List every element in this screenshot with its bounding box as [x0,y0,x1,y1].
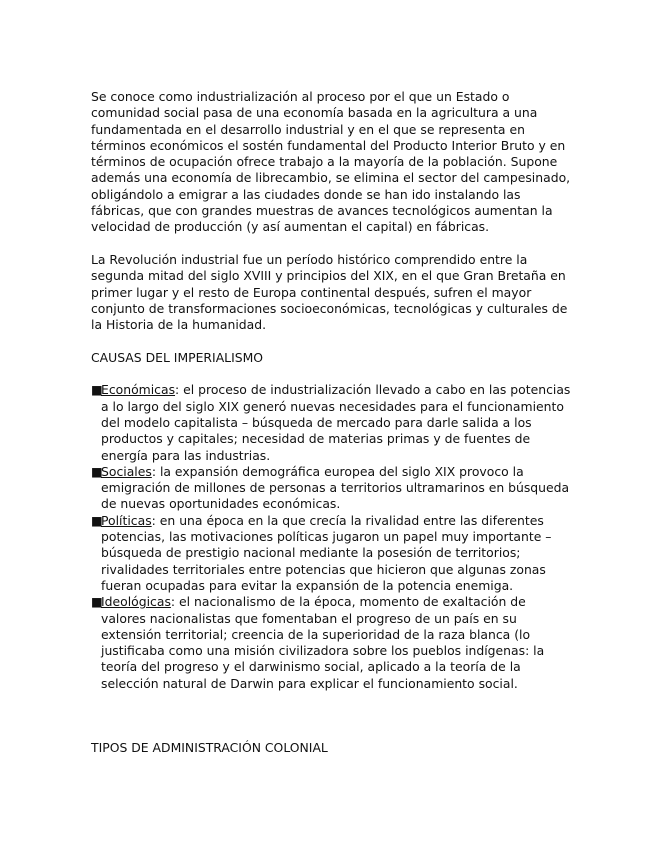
square-bullet-icon: ■ [91,463,103,479]
square-bullet-icon: ■ [91,594,103,610]
cause-text: : la expansión demográfica europea del siglo XIX provoco la emigración de millones de personas a territorios ultramarinos en búsqueda de nuevas oportunidades económicas. [101,463,570,512]
cause-text: : el proceso de industrialización llevado a cabo en las potencias a lo largo del siglo XIX generó nuevas necesidades para el funcionamiento del modelo capitalista – búsqueda de mercado para darle salida a los productos y capitales; necesidad de materias primas y de fuentes de energía para las industrias. [101,382,571,463]
cause-term: Económicas [101,382,176,398]
square-bullet-icon: ■ [91,512,103,528]
square-bullet-icon: ■ [91,382,103,398]
cause-term: Ideológicas [101,594,171,610]
intro-paragraph-revolucion-industrial: La Revolución industrial fue un período histórico comprendido entre la segunda mitad del siglo XVIII y principios del XIX, en el que Gran Bretaña en primer lugar y el resto de Europa continental después, sufren el mayor conjunto de transformaciones socioeconómicas, tecnológicas y culturales de la Historia de la humanidad. [91,251,568,333]
causes-heading: CAUSAS DEL IMPERIALISMO [91,349,264,365]
cause-item-ideologicas [91,594,571,692]
cause-term: Sociales [101,463,152,479]
admin-heading: TIPOS DE ADMINISTRACIÓN COLONIAL [91,739,328,755]
intro-paragraph-industrializacion: Se conoce como industrialización al proceso por el que un Estado o comunidad social pasa de una economía basada en la agricultura a una fundamentada en el desarrollo industrial y en el que se representa en términos económicos el sostén fundamental del Producto Interior Bruto y en términos de ocupación ofrece trabajo a la mayoría de la población. Supone además una economía de librecambio, se elimina el sector del campesinado, obligándolo a emigrar a las ciudades donde se han ido instalando las fábricas, que con grandes muestras de avances tecnológicos aumentan la velocidad de producción (y así aumentan el capital) en fábricas. [91,89,571,235]
document-page [91,89,571,756]
causes-list [91,382,571,692]
cause-item-politicas [91,513,571,594]
cause-item-economicas [91,382,571,463]
cause-item-sociales [91,464,571,513]
cause-text: : en una época en la que crecía la rivalidad entre las diferentes potencias, las motivaciones políticas jugaron un papel muy importante – búsqueda de prestigio nacional mediante la posesión de territorios; rivalidades territoriales entre potencias que hicieron que algunas zonas fueran ocupadas para evitar la expansión de la potencia enemiga. [101,512,552,593]
cause-text: : el nacionalismo de la época, momento de exaltación de valores nacionalistas que fomentaban el progreso de un país en su extensión territorial; creencia de la superioridad de la raza blanca (lo justificaba como una misión civilizadora sobre los pueblos indígenas: la teoría del progreso y el darwinismo social, aplicado a la teoría de la selección natural de Darwin para explicar el funcionamiento social. [101,594,545,691]
cause-term: Políticas [101,512,152,528]
